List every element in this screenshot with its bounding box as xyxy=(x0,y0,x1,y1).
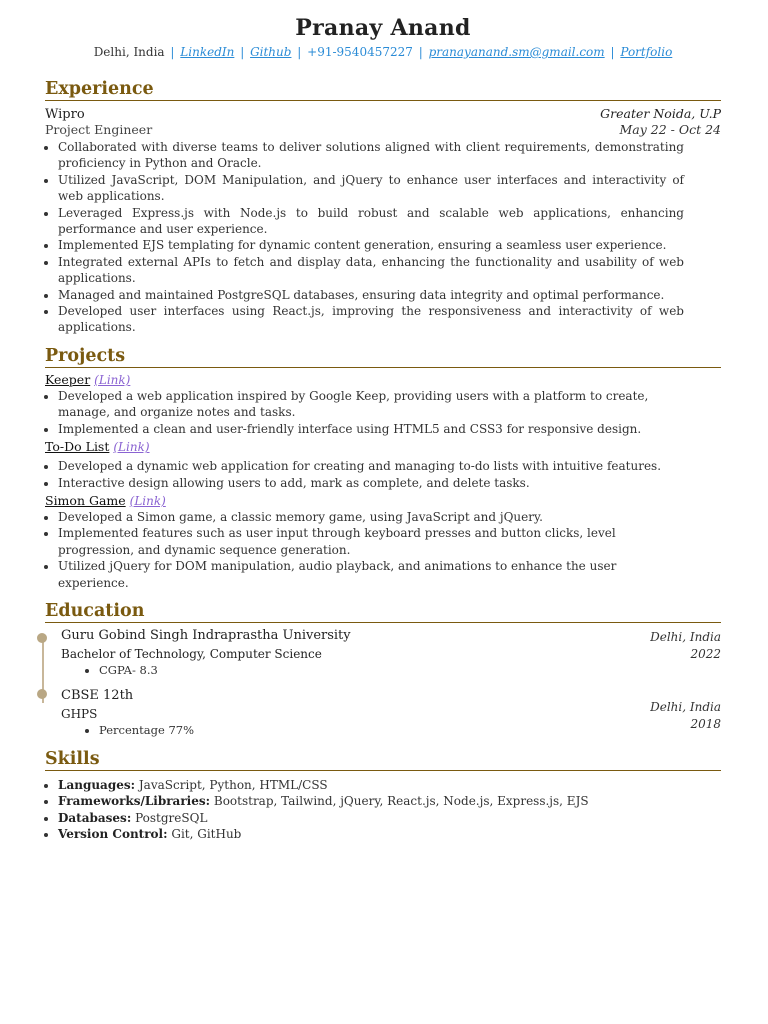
education-heading: Education xyxy=(45,600,721,623)
resume-page xyxy=(45,14,721,842)
list-item: • Developed a web application inspired by Google Keep, providing users with a platform to create, manage, and organize notes and tasks. xyxy=(58,388,678,421)
list-item: • Integrated external APIs to fetch and display data, enhancing the functionality and usability of web applications. xyxy=(58,254,684,287)
project-link[interactable]: (Link) xyxy=(113,440,150,455)
job-location: Greater Noida, U.P xyxy=(600,106,721,121)
contact-line xyxy=(45,44,721,60)
list-item xyxy=(58,826,721,842)
skill-value: Git, GitHub xyxy=(171,826,242,841)
education-detail: • Percentage 77% xyxy=(99,722,721,738)
experience-entry xyxy=(45,106,721,336)
project-name: To-Do List xyxy=(45,439,110,455)
list-item: • Developed a dynamic web application for creating and managing to-do lists with intuitive features. xyxy=(58,458,678,474)
skills-list xyxy=(45,777,721,842)
project-link[interactable]: (Link) xyxy=(129,493,166,508)
list-item: • Implemented EJS templating for dynamic content generation, ensuring a seamless user experience. xyxy=(58,237,684,253)
separator: | xyxy=(610,45,615,59)
candidate-name: Pranay Anand xyxy=(295,15,471,41)
list-item: • Collaborated with diverse teams to deliver solutions aligned with client requirements, demonstrating proficiency in Python and Oracle. xyxy=(58,139,684,172)
experience-bullets xyxy=(45,139,721,336)
project-link[interactable]: (Link) xyxy=(94,372,131,387)
list-item: • Implemented features such as user input through keyboard presses and button clicks, level progression, and dynamic sequence generation. xyxy=(58,525,678,558)
skill-label: Databases: xyxy=(58,810,132,825)
contact-location: Delhi, India xyxy=(93,45,165,59)
list-item: • Managed and maintained PostgreSQL databases, ensuring data integrity and optimal performance. xyxy=(58,287,684,303)
separator: | xyxy=(297,45,302,59)
github-link[interactable]: Github xyxy=(250,45,292,59)
project-todo xyxy=(45,439,721,491)
list-item: • Developed user interfaces using React.js, improving the responsiveness and interactivity of web applications. xyxy=(58,303,684,336)
skill-value: PostgreSQL xyxy=(135,810,208,825)
skill-value: JavaScript, Python, HTML/CSS xyxy=(138,777,328,792)
list-item: • Leveraged Express.js with Node.js to build robust and scalable web applications, enhancing performance and user experience. xyxy=(58,205,684,238)
degree: GHPS xyxy=(61,706,98,721)
project-keeper xyxy=(45,372,721,437)
education-entry xyxy=(45,627,721,683)
institution-name: Guru Gobind Singh Indraprastha University xyxy=(61,627,351,643)
portfolio-link[interactable]: Portfolio xyxy=(620,45,673,59)
project-name: Keeper xyxy=(45,371,91,387)
list-item: • Utilized JavaScript, DOM Manipulation, and jQuery to enhance user interfaces and interactivity of web applications. xyxy=(58,172,684,205)
skill-label: Frameworks/Libraries: xyxy=(58,794,211,809)
separator: | xyxy=(418,45,423,59)
institution-name: CBSE 12th xyxy=(61,687,134,703)
skills-heading: Skills xyxy=(45,748,721,771)
list-item: • Developed a Simon game, a classic memory game, using JavaScript and jQuery. xyxy=(58,509,678,525)
projects-heading: Projects xyxy=(45,345,721,368)
education-entry xyxy=(45,687,721,739)
separator: | xyxy=(240,45,245,59)
education-location: Delhi, India xyxy=(650,699,721,714)
education-year: 2022 xyxy=(690,646,721,661)
phone-number: +91-9540457227 xyxy=(307,45,413,59)
company-name: Wipro xyxy=(45,107,85,122)
email-link[interactable]: pranayanand.sm@gmail.com xyxy=(428,45,605,59)
experience-heading: Experience xyxy=(45,78,721,101)
education-year: 2018 xyxy=(690,716,721,731)
list-item: • Implemented a clean and user-friendly interface using HTML5 and CSS3 for responsive design. xyxy=(58,421,678,437)
education-timeline xyxy=(45,627,721,739)
job-role: Project Engineer xyxy=(45,122,153,137)
skill-label: Version Control: xyxy=(58,826,168,841)
list-item xyxy=(58,793,721,809)
timeline-dot xyxy=(37,633,47,643)
skill-value: Bootstrap, Tailwind, jQuery, React.js, Node.js, Express.js, EJS xyxy=(213,794,589,809)
project-name: Simon Game xyxy=(45,492,126,508)
list-item xyxy=(58,810,721,826)
list-item: • Utilized jQuery for DOM manipulation, audio playback, and animations to enhance the user experience. xyxy=(58,558,678,591)
linkedin-link[interactable]: LinkedIn xyxy=(180,45,235,59)
degree: Bachelor of Technology, Computer Science xyxy=(61,646,322,661)
list-item xyxy=(58,777,721,793)
job-dates: May 22 - Oct 24 xyxy=(619,122,721,137)
education-detail: • CGPA- 8.3 xyxy=(99,662,721,678)
timeline-dot xyxy=(37,689,47,699)
skill-label: Languages: xyxy=(58,777,136,792)
project-simon xyxy=(45,493,721,591)
separator: | xyxy=(170,45,175,59)
list-item: • Interactive design allowing users to add, mark as complete, and delete tasks. xyxy=(58,475,678,491)
education-location: Delhi, India xyxy=(650,629,721,644)
